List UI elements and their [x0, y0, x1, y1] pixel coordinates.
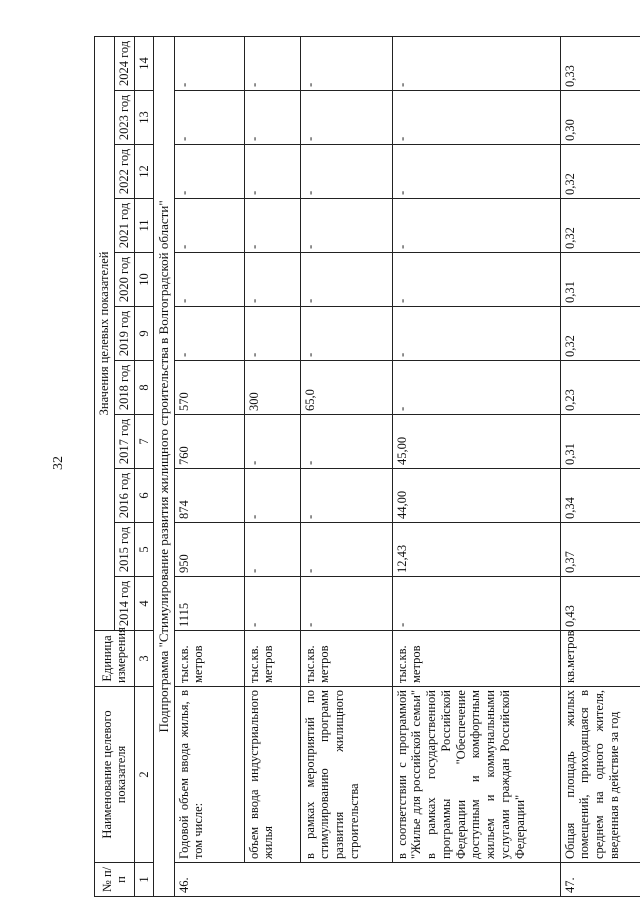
row-value: -	[392, 253, 560, 307]
row-value: -	[174, 91, 244, 145]
header-year: 2024 год	[114, 36, 134, 90]
row-indicator-name: Общая площадь жилых помещений, приходящаяся в среднем на одного жителя, введенная в действие за год	[560, 687, 640, 863]
row-value: -	[244, 91, 300, 145]
row-value: -	[392, 307, 560, 361]
row-value: -	[300, 469, 392, 523]
row-value: 300	[244, 361, 300, 415]
row-value: -	[300, 415, 392, 469]
row-value: -	[392, 145, 560, 199]
header-year: 2023 год	[114, 91, 134, 145]
row-number	[392, 863, 560, 897]
column-numbers-row	[134, 36, 154, 896]
table-row	[244, 36, 300, 896]
table-row	[300, 36, 392, 896]
row-value: -	[300, 199, 392, 253]
row-value: 65,0	[300, 361, 392, 415]
row-value: -	[244, 199, 300, 253]
row-value: 874	[174, 469, 244, 523]
row-value: 0,23	[560, 361, 640, 415]
column-number: 9	[134, 307, 154, 361]
row-unit: тыс.кв. метров	[174, 631, 244, 687]
row-value: 0,37	[560, 523, 640, 577]
row-value: 0,32	[560, 307, 640, 361]
header-year: 2022 год	[114, 145, 134, 199]
row-number	[244, 863, 300, 897]
row-value: 45,00	[392, 415, 560, 469]
row-value: -	[392, 361, 560, 415]
row-value: -	[300, 523, 392, 577]
row-value: -	[244, 307, 300, 361]
row-value: 0,32	[560, 199, 640, 253]
row-value: -	[244, 523, 300, 577]
column-number: 10	[134, 253, 154, 307]
row-value: -	[244, 253, 300, 307]
row-value: 760	[174, 415, 244, 469]
row-indicator-name: Годовой объем ввода жилья, в том числе:	[174, 687, 244, 863]
row-number: 47.	[560, 863, 640, 897]
column-number: 1	[134, 863, 154, 897]
column-number: 8	[134, 361, 154, 415]
row-value: 0,43	[560, 577, 640, 631]
row-value: 0,30	[560, 91, 640, 145]
row-unit: тыс.кв. метров	[300, 631, 392, 687]
header-year: 2014 год	[114, 577, 134, 631]
table-row	[392, 36, 560, 896]
row-value: -	[392, 36, 560, 90]
row-value: -	[300, 307, 392, 361]
header-year: 2018 год	[114, 361, 134, 415]
header-year: 2015 год	[114, 523, 134, 577]
row-value: -	[300, 91, 392, 145]
row-value: 950	[174, 523, 244, 577]
rotated-table-page	[94, 37, 621, 897]
header-year: 2017 год	[114, 415, 134, 469]
table-row	[560, 36, 640, 896]
column-number: 2	[134, 687, 154, 863]
column-number: 7	[134, 415, 154, 469]
table-row	[174, 36, 244, 896]
subprogram-title: Подпрограмма "Стимулирование развития жилищного строительства в Волгоградской области"	[154, 36, 174, 896]
row-value: 1115	[174, 577, 244, 631]
row-value: -	[174, 253, 244, 307]
row-value: -	[174, 307, 244, 361]
row-value: -	[244, 577, 300, 631]
row-unit: тыс.кв. метров	[392, 631, 560, 687]
row-value: 0,31	[560, 253, 640, 307]
row-value: 0,32	[560, 145, 640, 199]
row-value: 0,33	[560, 36, 640, 90]
row-value: -	[300, 253, 392, 307]
header-number: № п/п	[95, 863, 135, 897]
row-value: -	[174, 145, 244, 199]
row-value: -	[244, 415, 300, 469]
row-indicator-name: в соответствии с программой "Жилье для российской семьи" в рамках государственной программы Российской Федерации "Обеспечение доступным и комфортным жильем и коммунальными услугами граждан Российской Федерации"	[392, 687, 560, 863]
header-unit: Единица измерения	[95, 631, 135, 687]
row-value: -	[244, 469, 300, 523]
header-year: 2020 год	[114, 253, 134, 307]
column-number: 14	[134, 36, 154, 90]
row-value: 44,00	[392, 469, 560, 523]
row-value: -	[392, 199, 560, 253]
row-value: -	[300, 577, 392, 631]
page-number: 32	[51, 456, 66, 470]
row-value: 570	[174, 361, 244, 415]
row-number	[300, 863, 392, 897]
row-value: -	[392, 91, 560, 145]
column-number: 6	[134, 469, 154, 523]
row-value: 12,43	[392, 523, 560, 577]
row-value: -	[300, 36, 392, 90]
column-number: 12	[134, 145, 154, 199]
header-values-group: Значения целевых показателей	[95, 36, 115, 630]
header-year: 2016 год	[114, 469, 134, 523]
row-value: -	[392, 577, 560, 631]
row-value: -	[174, 199, 244, 253]
row-unit: тыс.кв. метров	[244, 631, 300, 687]
row-indicator-name: объем ввода индустриального жилья	[244, 687, 300, 863]
row-value: -	[244, 36, 300, 90]
column-number: 11	[134, 199, 154, 253]
row-unit: кв.метров	[560, 631, 640, 687]
row-value: 0,34	[560, 469, 640, 523]
header-year: 2019 год	[114, 307, 134, 361]
row-value: -	[300, 145, 392, 199]
column-number: 3	[134, 631, 154, 687]
row-number: 46.	[174, 863, 244, 897]
row-value: -	[174, 36, 244, 90]
row-value: -	[244, 145, 300, 199]
header-year: 2021 год	[114, 199, 134, 253]
header-indicator-name: Наименование целевого показателя	[95, 687, 135, 863]
row-value: 0,31	[560, 415, 640, 469]
row-indicator-name: в рамках мероприятий по стимулированию программ развития жилищного строительства	[300, 687, 392, 863]
column-number: 4	[134, 577, 154, 631]
target-indicators-table	[94, 36, 640, 897]
column-number: 5	[134, 523, 154, 577]
column-number: 13	[134, 91, 154, 145]
